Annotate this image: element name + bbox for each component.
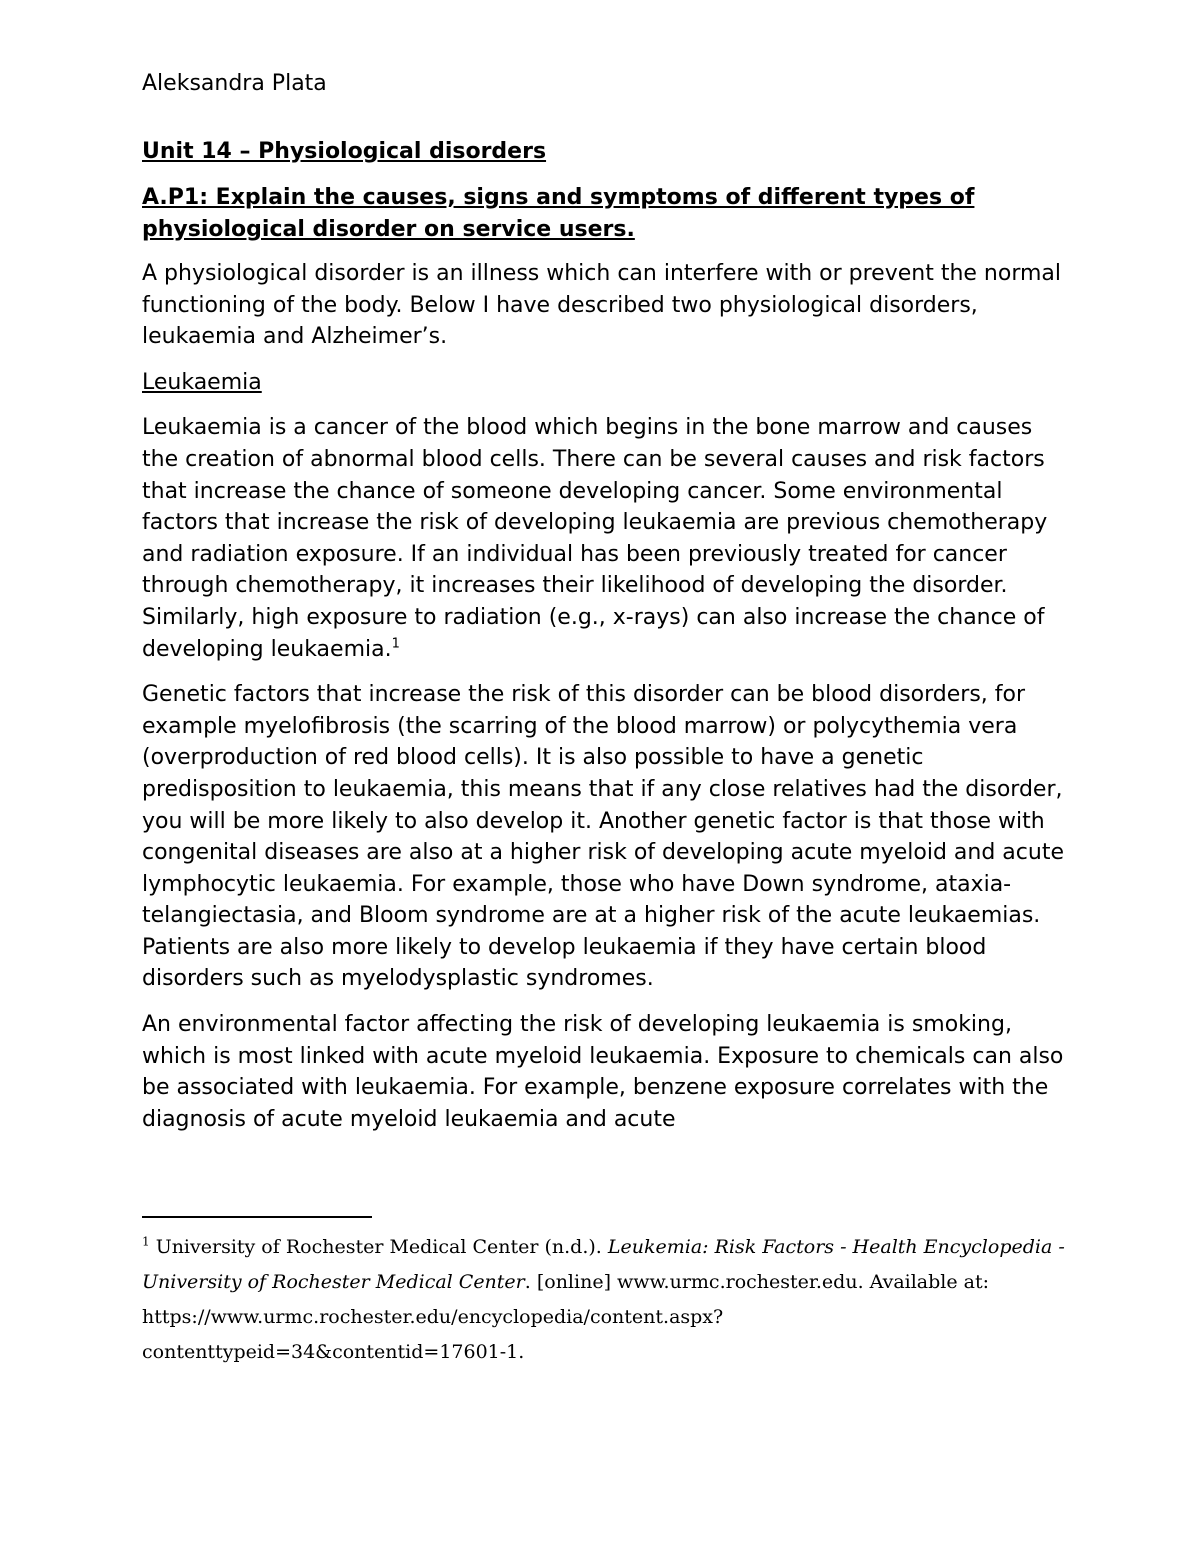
document-page bbox=[142, 66, 1072, 1149]
section-heading-leukaemia: Leukaemia bbox=[142, 369, 262, 395]
body-paragraph-1-text: Leukaemia is a cancer of the blood which begins in the bone marrow and causes the creation of abnormal blood cells. There can be several causes and risk factors that increase the chance of someone developing cancer. Some environmental factors that increase the risk of developing leukaemia are previous chemotherapy and radiation exposure. If an individual has been previously treated for cancer through chemotherapy, it increases their likelihood of developing the disorder. Similarly, high exposure to radiation (e.g., x-rays) can also increase the chance of developing leukaemia. bbox=[142, 415, 1048, 662]
footnote-source-title: Leukemia: Risk Factors - Health Encyclopedia - University of Rochester Medical Center bbox=[142, 1236, 1065, 1293]
author-name: Aleksandra Plata bbox=[142, 71, 327, 96]
footnote-separator bbox=[142, 1216, 372, 1218]
body-paragraph-1 bbox=[142, 412, 1072, 665]
footnote bbox=[142, 1230, 1072, 1370]
body-paragraph-2: Genetic factors that increase the risk of this disorder can be blood disorders, for example myelofibrosis (the scarring of the blood marrow) or polycythemia vera (overproduction of red blood cells). It is also possible to have a genetic predisposition to leukaemia, this means that if any close relatives had the disorder, you will be more likely to also develop it. Another genetic factor is that those with congenital diseases are also at a higher risk of developing acute myeloid and acute lymphocytic leukaemia. For example, those who have Down syndrome, ataxia-telangiectasia, and Bloom syndrome are at a higher risk of the acute leukaemias. Patients are also more likely to develop leukaemia if they have certain blood disorders such as myelodysplastic syndromes. bbox=[142, 682, 1064, 992]
footnote-suffix: . [online] www.urmc.rochester.edu. Available at: https://www.urmc.rochester.edu/encyclopedia/content.aspx? contenttypeid=34&contentid=17601-1. bbox=[142, 1271, 990, 1363]
unit-title: Unit 14 – Physiological disorders bbox=[142, 139, 547, 164]
assessment-criterion: A.P1: Explain the causes, signs and symptoms of different types of physiological disorder on service users. bbox=[142, 185, 975, 242]
footnote-reference[interactable]: 1 bbox=[391, 636, 400, 652]
footnote-marker: 1 bbox=[142, 1234, 150, 1249]
body-paragraph-3: An environmental factor affecting the risk of developing leukaemia is smoking, which is most linked with acute myeloid leukaemia. Exposure to chemicals can also be associated with leukaemia. For example, benzene exposure correlates with the diagnosis of acute myeloid leukaemia and acute bbox=[142, 1012, 1064, 1132]
intro-paragraph: A physiological disorder is an illness which can interfere with or prevent the normal functioning of the body. Below I have described two physiological disorders, leukaemia and Alzheimer’s. bbox=[142, 261, 1062, 350]
footnote-prefix: University of Rochester Medical Center (n.d.). bbox=[155, 1236, 608, 1258]
